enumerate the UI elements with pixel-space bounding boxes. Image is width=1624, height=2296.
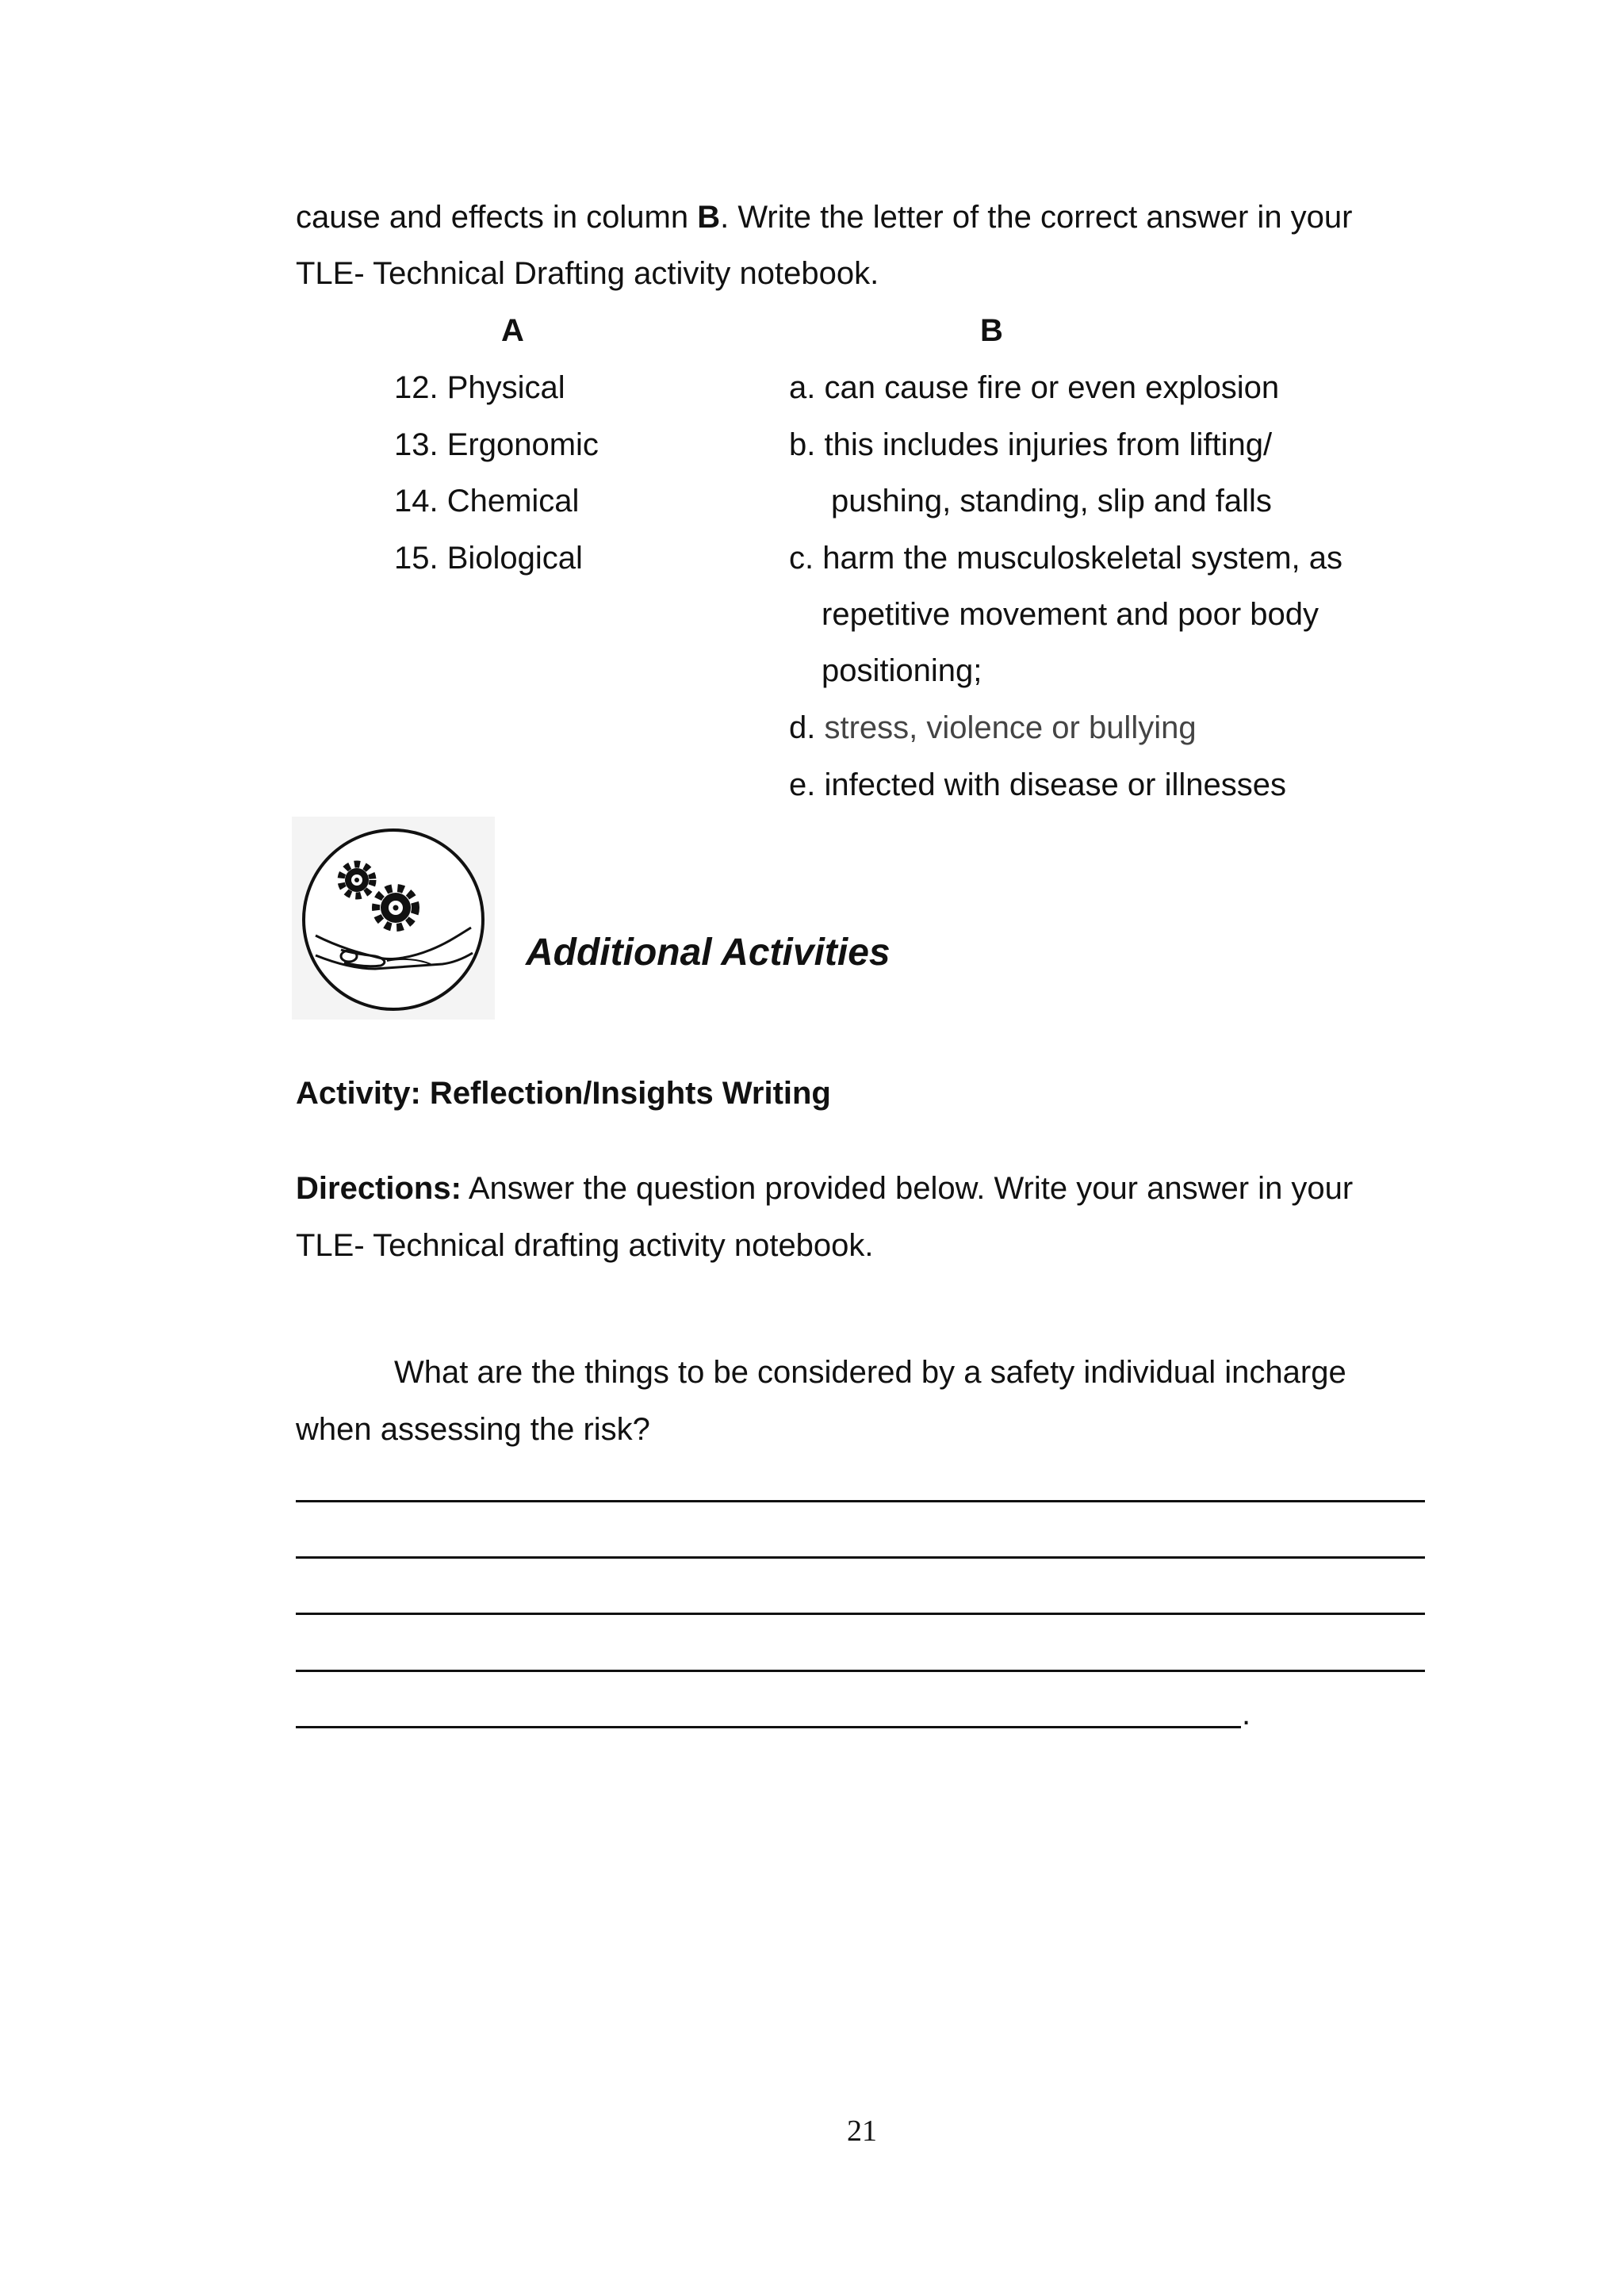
column-a-header: A <box>501 313 524 348</box>
intro-line-2: TLE- Technical Drafting activity notebook. <box>296 256 879 291</box>
page-number: 21 <box>847 2114 877 2148</box>
column-b-item: e. infected with disease or illnesses <box>789 767 1286 802</box>
column-b-item: a. can cause fire or even explosion <box>789 370 1280 405</box>
answer-line[interactable] <box>296 1613 1425 1615</box>
question-line-1: What are the things to be considered by a safety individual incharge <box>394 1355 1346 1390</box>
item-text: stress, violence or bullying <box>824 710 1197 745</box>
directions-line-1 <box>296 1169 1353 1207</box>
column-b-item: b. this includes injuries from lifting/ <box>789 427 1273 462</box>
column-b-item-continued: pushing, standing, slip and falls <box>831 484 1272 519</box>
gears-on-hand-icon <box>292 817 495 1020</box>
intro-text: . Write the letter of the correct answer in your <box>720 200 1353 235</box>
question-line-2: when assessing the risk? <box>296 1412 650 1447</box>
column-a-item: 15. Biological <box>394 541 583 576</box>
column-b-item: c. harm the musculoskeletal system, as <box>789 541 1343 576</box>
answer-end-period: . <box>1242 1697 1251 1732</box>
column-b-ref: B <box>697 200 721 235</box>
directions-text: Answer the question provided below. Write your answer in your <box>461 1171 1354 1206</box>
answer-line[interactable] <box>296 1556 1425 1559</box>
item-letter: d. <box>789 710 825 745</box>
column-b-item <box>789 709 1197 747</box>
intro-line-1 <box>296 198 1353 236</box>
column-a-item: 12. Physical <box>394 370 565 405</box>
section-title: Additional Activities <box>526 932 891 974</box>
answer-line[interactable] <box>296 1670 1425 1672</box>
column-b-item-continued: positioning; <box>822 653 982 688</box>
directions-label: Directions: <box>296 1171 462 1206</box>
answer-line[interactable] <box>296 1500 1425 1502</box>
column-a-item: 14. Chemical <box>394 484 580 519</box>
intro-text: cause and effects in column <box>296 200 698 235</box>
activity-label: Activity: Reflection/Insights Writing <box>296 1076 831 1111</box>
column-a-item: 13. Ergonomic <box>394 427 599 462</box>
column-b-header: B <box>980 313 1003 348</box>
directions-line-2: TLE- Technical drafting activity notebook. <box>296 1228 874 1263</box>
column-b-item-continued: repetitive movement and poor body <box>822 597 1320 632</box>
answer-line[interactable] <box>296 1726 1241 1728</box>
